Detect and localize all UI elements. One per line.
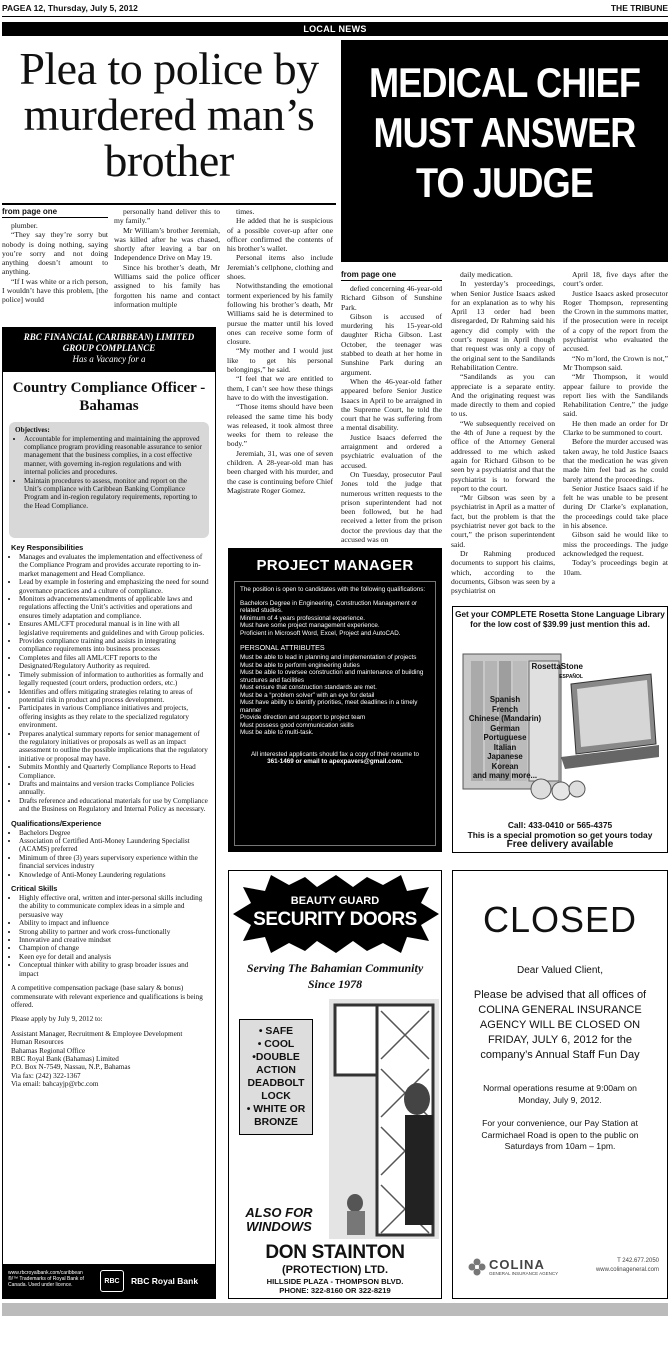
plea-from-page: from page one <box>2 207 108 218</box>
plea-col-2-text <box>114 207 220 309</box>
rbc-job-title: Country Compliance Officer - Bahamas <box>12 380 206 414</box>
medical-col-1 <box>341 270 442 545</box>
list-item: • Participates in various Compliance initiatives and projects, offering insights as they relate to the specialized regulatory environment. <box>19 704 209 729</box>
medical-col-2 <box>451 270 555 595</box>
closed-greeting: Dear Valued Client, <box>517 965 603 976</box>
colina-logo-text: COLINA <box>489 1257 545 1272</box>
text-line: Portuguese <box>483 733 527 742</box>
list-item: • Innovative and creative mindset <box>19 936 209 944</box>
rbc-brand: RBC Royal Bank <box>131 1276 199 1286</box>
rbc-skills-label: Critical Skills <box>11 884 58 894</box>
list-item: • Drafts and maintains and version tracks Compliance Policies annually. <box>19 780 209 797</box>
page-date: PAGEA 12, Thursday, July 5, 2012 <box>2 3 138 13</box>
security-brand-1: BEAUTY GUARD <box>290 895 380 907</box>
list-item: • Lead by example in fostering and emphasizing the need for sound governance practices and a culture of compliance. <box>19 578 209 595</box>
rosetta-footer <box>453 820 667 850</box>
text-line: Dr Rahming produced documents to support his claims, which, according to the documents, Gibson was seen by a psychiatrist on <box>451 548 555 596</box>
closed-payment: For your convenience, our Pay Station at Carmichael Road is open to the public on Saturdays from 10am – 1pm. <box>481 1118 639 1152</box>
text-line: Before the murder accused was taken away, he told Justice Isaacs that the medication he was given made him feel bad as he could barely attend the proceedings. <box>563 437 668 484</box>
text-line: Must be able to multi-task. <box>240 729 314 736</box>
text-line: Bahamas Regional Office <box>11 1046 86 1055</box>
rbc-job-ad <box>2 327 216 1299</box>
rosetta-brand-name: RosettaStone <box>531 662 583 671</box>
text-line: Personal items also include Jeremiah’s cellphone, clothing and shoes. <box>227 253 333 282</box>
rosetta-stone-ad <box>452 606 668 853</box>
security-company-sub: (PROTECTION) LTD. <box>281 1264 389 1276</box>
text-line: Must be able to lead in planning and implementation of projects <box>240 654 417 661</box>
text-line: Spanish <box>489 695 521 704</box>
list-item: • Maintain procedures to assess, monitor and report on the Unit’s compliance with Caribbean Banking Compliance Program and in-region regulatory requirements, reporting to the Head Compliance. <box>24 477 203 511</box>
text-line: plumber. <box>11 221 38 230</box>
list-item: • Champion of change <box>19 944 209 952</box>
text-line: Via email: bahcayjp@rbc.com <box>11 1080 99 1089</box>
security-sub-1: Serving The Bahamian Community <box>246 961 424 975</box>
rosetta-call: Call: 433-0410 or 565-4375 <box>507 820 613 830</box>
closed-message: Please be advised that all offices of COLINA GENERAL INSURANCE AGENCY WILL BE CLOSED ON FRIDAY, JULY 6, 2012 for the company’s Annual Staff Fun Day <box>473 989 647 1061</box>
medical-col-3 <box>563 270 668 595</box>
text-line: Mr William’s brother Jeremiah, was killed after he was chased, shortly after leaving a bar on Independence Drive on May 19. <box>114 225 220 263</box>
text-line: Provide direction and support to project team <box>240 714 366 721</box>
medical-from-page: from page one <box>341 270 442 281</box>
text-line: P.O. Box N-7549, Nassau, N.P., Bahamas <box>11 1063 131 1072</box>
colina-contact <box>579 1257 659 1275</box>
rbc-qual-list <box>19 829 209 879</box>
closed-resume: Normal operations resume at 9:00am on Monday, July 9, 2012. <box>483 1083 637 1105</box>
section-label: LOCAL NEWS <box>2 22 668 36</box>
text-line: “Mr Gibson was seen by a psychiatrist in April as a matter of fact, but the problem is that the psychiatrist never got back to the court,” the prison superintendent said. <box>451 493 555 549</box>
text-line: Notwithstanding the emotional torment experienced by his family following his brother’s death, Mr Williams said he is determined to pursue the matter until his loved ones can receive some form of closure. <box>227 281 333 347</box>
text-line: “They say they’re sorry but nobody is doing nothing, saying you’re sorry and not doing anything doesn’t amount to anything. <box>2 230 108 277</box>
text-line: Must ensure that construction standards are met. <box>240 684 377 691</box>
list-item: • Drafts reference and educational materials for use by Compliance and the Business on Regulatory and Internal Policy as necessary. <box>19 797 209 814</box>
rbc-resp-list <box>19 553 209 814</box>
text-line: Senior Justice Isaacs said if he felt he was unable to be present during Dr Clarke’s explanation, the proceedings could take place in his absence. <box>563 483 668 531</box>
text-line: Must have some project management experience. <box>240 622 380 629</box>
text-line: and many more... <box>472 771 538 780</box>
rosetta-headline: Get your COMPLETE Rosetta Stone Language Library for the low cost of $39.99 just mention this ad. <box>455 610 665 629</box>
colina-logo-sub: GENERAL INSURANCE AGENCY <box>489 1271 559 1276</box>
text-line: times. <box>236 207 255 216</box>
security-address: HILLSIDE PLAZA - THOMPSON BLVD. <box>266 1277 404 1286</box>
pm-footer-1: All interested applicants should fax a copy of their resume to <box>250 750 419 758</box>
list-item: • Identifies and offers mitigating strategies relating to areas of potential risk in product and process development. <box>19 688 209 705</box>
plea-headline-block <box>2 40 336 205</box>
colina-phone: T 242.677.2050 <box>617 1258 659 1264</box>
text-line: Must be able to perform engineering duties <box>240 661 360 669</box>
list-item: • Knowledge of Anti-Money Laundering regulations <box>19 871 209 879</box>
text-line: “No m’lord, the Crown is not,” Mr Thompson said. <box>563 353 668 372</box>
security-features <box>239 1019 313 1135</box>
text-line: When the 46-year-old father appeared before Senior Justice Isaacs in April to be arraigned in the Supreme Court, he told the court that he was suffering from a mental disability. <box>341 376 442 433</box>
rbc-address <box>11 1030 207 1089</box>
colina-logo <box>467 1257 587 1279</box>
list-item: • Bachelors Degree <box>19 829 209 837</box>
text-line: Must have ability to identify priorities, meet deadlines in a timely manner <box>240 699 418 714</box>
list-item: • Highly effective oral, written and inter-personal skills including the ability to communicate complex ideas in a simple and persuasive way <box>19 894 209 919</box>
pm-qualifications <box>240 600 430 638</box>
rbc-logo-bar <box>3 1264 215 1298</box>
text-line: Gibson said he would like to miss the proceedings. The judge acknowledged the request. <box>563 530 668 558</box>
text-line: French <box>492 704 518 714</box>
list-item: • Association of Certified Anti-Money Laundering Specialist (ACAMS) preferred <box>19 837 209 854</box>
list-item: • Completes and files all AML/CFT reports to the Designated/Regulatory Authority as required. <box>19 654 209 671</box>
rosetta-promo: This is a special promotion so get yours today <box>467 830 653 840</box>
project-manager-ad <box>228 548 442 852</box>
rbc-objectives-list <box>24 435 203 511</box>
rbc-logo-fineprint: www.rbcroyalbank.com/caribbean ®/™ Trademarks of Royal Bank of Canada. Used under licence. <box>8 1270 84 1288</box>
list-item: • Monitors advancements/amendments of applicable laws and regulations affecting the Unit’s activities and operations and ensures timely adaptation and compliance. <box>19 595 209 620</box>
text-line: daily medication. <box>460 270 513 279</box>
list-item: • Provides compliance training and assists in integrating compliance requirements into business processes <box>19 637 209 654</box>
text-line: In yesterday’s proceedings, when Senior Justice Isaacs asked for an explanation as to why his April 13 order had been disregarded, Dr Rahming said his agency did comply with the court’s request in April though that request was only a copy of the original sent to the Sandilands Rehabilitation Centre. <box>451 279 555 372</box>
medical-headline-block <box>341 40 668 262</box>
rosetta-brand-sub: ESPAÑOL <box>559 674 583 680</box>
security-contact <box>229 1278 441 1295</box>
text-line: RBC Royal Bank (Bahamas) Limited <box>11 1054 119 1063</box>
list-item: • Submits Monthly and Quarterly Compliance Reports to Head Compliance. <box>19 763 209 780</box>
plea-col-3 <box>227 207 333 537</box>
text-line: He added that he is suspicious of a possible cover-up after one officer confirmed the contents of his brother’s wallet. <box>227 216 333 254</box>
text-line: “My mother and I would just like to get his personal belongings,” he said. <box>227 346 333 375</box>
text-line: Via fax: (242) 322-1367 <box>11 1071 81 1080</box>
text-line: Proficient in Microsoft Word, Excel, Project and AutoCAD. <box>240 629 401 637</box>
pm-attributes <box>240 654 430 737</box>
list-item: • Conceptual thinker with ability to grasp broader issues and impact <box>19 961 209 978</box>
rbc-objectives-label: Objectives: <box>15 426 50 434</box>
medical-col-2-text <box>451 270 555 595</box>
text-line: “We subsequently received on the 4th of June a request by the office of the Attorney General addressed to me which asked again for Richard Gibson to be seen by a psychiatrist and that the psychiatrist is to forward the report to the court. <box>451 418 555 493</box>
text-line: Japanese <box>487 752 523 761</box>
text-line: Today’s proceedings begin at 10am. <box>563 558 668 577</box>
text-line: •DOUBLE ACTION DEADBOLT LOCK <box>247 1052 305 1102</box>
list-item: • Ability to impact and influence <box>19 919 209 927</box>
colina-web: www.colinageneral.com <box>595 1267 659 1273</box>
text-line: Must be able to oversee construction and maintenance of building structures and facilities <box>240 669 424 684</box>
closed-title: CLOSED <box>482 899 638 940</box>
rosetta-brand <box>513 662 583 680</box>
page-bottom-bar <box>2 1303 668 1316</box>
rosetta-languages <box>455 695 555 781</box>
medical-col-1-text <box>341 284 442 544</box>
security-sub-2: Since 1978 <box>307 977 363 991</box>
plea-col-2 <box>114 207 220 322</box>
text-line: “I feel that we are entitled to them, I can’t see how these things have to do with the investigation. <box>227 374 333 402</box>
rbc-vacancy: Has a Vacancy for a <box>72 354 146 364</box>
list-item: • Accountable for implementing and maintaining the approved compliance program providing reasonable assurance to senior management that the business complies, in a cost effective manner, with governing in-region regulations and with internal policies and procedures. <box>24 435 203 477</box>
text-line: Justice Isaacs deferred the arraignment and ordered a psychiatric evaluation of the accused. <box>341 432 442 470</box>
security-phone: PHONE: 322-8160 OR 322-8219 <box>279 1285 391 1295</box>
text-line: Justice Isaacs asked prosecutor Roger Thompson, representing the Crown in the summons matter, if the prosecution were in receipt of a copy of the report from the psychiatrist who evaluated the accused. <box>563 288 668 354</box>
pm-footer-2: 361-1469 or email to apexpavers@gmail.com. <box>267 758 403 765</box>
list-item: • Prepares analytical summary reports for senior management of the regulatory initiatives or proposals as well as an impact assessment to outline the possible implications that the regulatory initiative or proposal may have. <box>19 730 209 764</box>
rbc-shield-logo: RBC <box>100 1270 124 1292</box>
rbc-objectives-box <box>9 422 209 538</box>
text-line: “Mr Thompson, it would appear failure to provide the report lies with the Sandilands Rehabilitation Centre,” the judge said. <box>563 372 668 419</box>
text-line: defied concerning 46-year-old Richard Gibson of Sunshine Park. <box>341 284 442 312</box>
text-line: Gibson is accused of murdering his 15-year-old daughter Richa Gibson. Last October, the teenager was stabbed to death at her home in Sunshine Park during an argument. <box>341 311 442 377</box>
rbc-compensation: A competitive compensation package (base salary & bonus) commensurate with relevant experience and qualifications is being offered. <box>11 984 203 1009</box>
text-line: “Sandilands as you can appreciate is a separate entity. And the originating request was made directly to them and copied to us. <box>451 372 555 419</box>
text-line: Italian <box>493 742 517 752</box>
text-line: Human Resources <box>11 1038 64 1047</box>
plea-col-3-text <box>227 207 333 495</box>
pm-body <box>234 581 436 846</box>
security-brand-2: SECURITY DOORS <box>253 909 417 930</box>
list-item: • Manages and evaluates the implementation and effectiveness of the Compliance Program and provides accurate reporting to in-market management and Head Compliance. <box>19 553 209 578</box>
rbc-resp-label: Key Responsibilities <box>11 543 84 552</box>
pm-attr-label: PERSONAL ATTRIBUTES <box>240 643 325 652</box>
text-line: • WHITE OR BRONZE <box>246 1104 306 1128</box>
text-line: Bachelors Degree in Engineering, Construction Management or related studies. <box>240 599 418 614</box>
text-line: • COOL <box>257 1039 295 1050</box>
rbc-skills-list <box>19 894 209 978</box>
rbc-apply-by: Please apply by July 9, 2012 to: <box>11 1015 103 1024</box>
medical-col-3-text <box>563 270 668 577</box>
text-line: “Those items should have been released the same time his body was released, it took almost three weeks for them to release the body.” <box>227 402 333 449</box>
list-item: • Strong ability to partner and work cross-functionally <box>19 928 209 936</box>
pm-intro: The position is open to candidates with the following qualifications: <box>240 586 426 593</box>
rbc-qual-label: Qualifications/Experience <box>11 818 102 828</box>
text-line: Assistant Manager, Recruitment & Employee Development <box>11 1029 183 1038</box>
text-line: German <box>490 723 520 733</box>
text-line: “If I was white or a rich person, I wouldn’t have this problem, [the police] would <box>2 276 108 305</box>
rosetta-delivery: Free delivery available <box>506 839 614 850</box>
text-line: Chinese (Mandarin) <box>468 714 542 723</box>
list-item: • Keen eye for detail and analysis <box>19 953 209 961</box>
text-line: Since his brother’s death, Mr Williams said the police officer assigned to his family has forgotten his name and contact information multiple <box>114 262 220 309</box>
list-item: • Minimum of three (3) years supervisory experience within the financial services industry <box>19 854 209 871</box>
security-door-photo <box>329 999 439 1239</box>
publication-name: THE TRIBUNE <box>610 3 668 13</box>
page-header <box>2 2 668 17</box>
text-line: • SAFE <box>258 1026 294 1037</box>
text-line: Must be a “problem solver” with an eye for detail <box>240 691 375 699</box>
text-line: On Tuesday, prosecutor Paul Jones told the judge that numerous written requests to the prison superintendent had not been followed, but he had received a letter from the prison doctor the previous day that the accused was on <box>341 469 442 545</box>
rbc-company: RBC FINANCIAL (CARIBBEAN) LIMITED <box>23 332 195 342</box>
text-line: April 18, five days after the court’s order. <box>563 270 668 289</box>
plea-col-1 <box>2 207 108 322</box>
list-item: • Timely submission of information to authorities as formally and legally requested (court orders, production orders, etc.) <box>19 671 209 688</box>
text-line: Jeremiah, 31, was one of seven children. A 28-year-old man has been charged with his murder, and the case is continuing before Chief Magistrate Roger Gomez. <box>227 448 333 495</box>
security-company: DON STAINTON <box>265 1242 405 1263</box>
list-item: • Ensures AML/CFT procedural manual is in line with all legislative requirements and guidelines and with Group policies. <box>19 620 209 637</box>
rbc-ad-header <box>3 328 215 372</box>
text-line: Korean <box>491 761 519 771</box>
security-also-windows: ALSO FOR WINDOWS <box>245 1205 313 1234</box>
medical-headline: MEDICAL CHIEF MUST ANSWER TO JUDGE <box>368 59 641 206</box>
plea-headline: Plea to police by murdered man’s brother <box>19 43 319 186</box>
text-line: Must possess good communication skills <box>240 721 354 729</box>
security-doors-ad <box>228 870 442 1299</box>
text-line: He then made an order for Dr Clarke to be summoned to court. <box>563 418 668 438</box>
colina-closed-ad <box>452 870 668 1299</box>
colina-flower-icon <box>467 1257 487 1277</box>
pm-title: PROJECT MANAGER <box>256 557 414 574</box>
text-line: personally hand deliver this to my family.” <box>114 207 220 226</box>
rbc-dept: GROUP COMPLIANCE <box>62 343 156 353</box>
text-line: Minimum of 4 years professional experience. <box>240 614 365 622</box>
plea-col-1-text <box>2 221 108 305</box>
